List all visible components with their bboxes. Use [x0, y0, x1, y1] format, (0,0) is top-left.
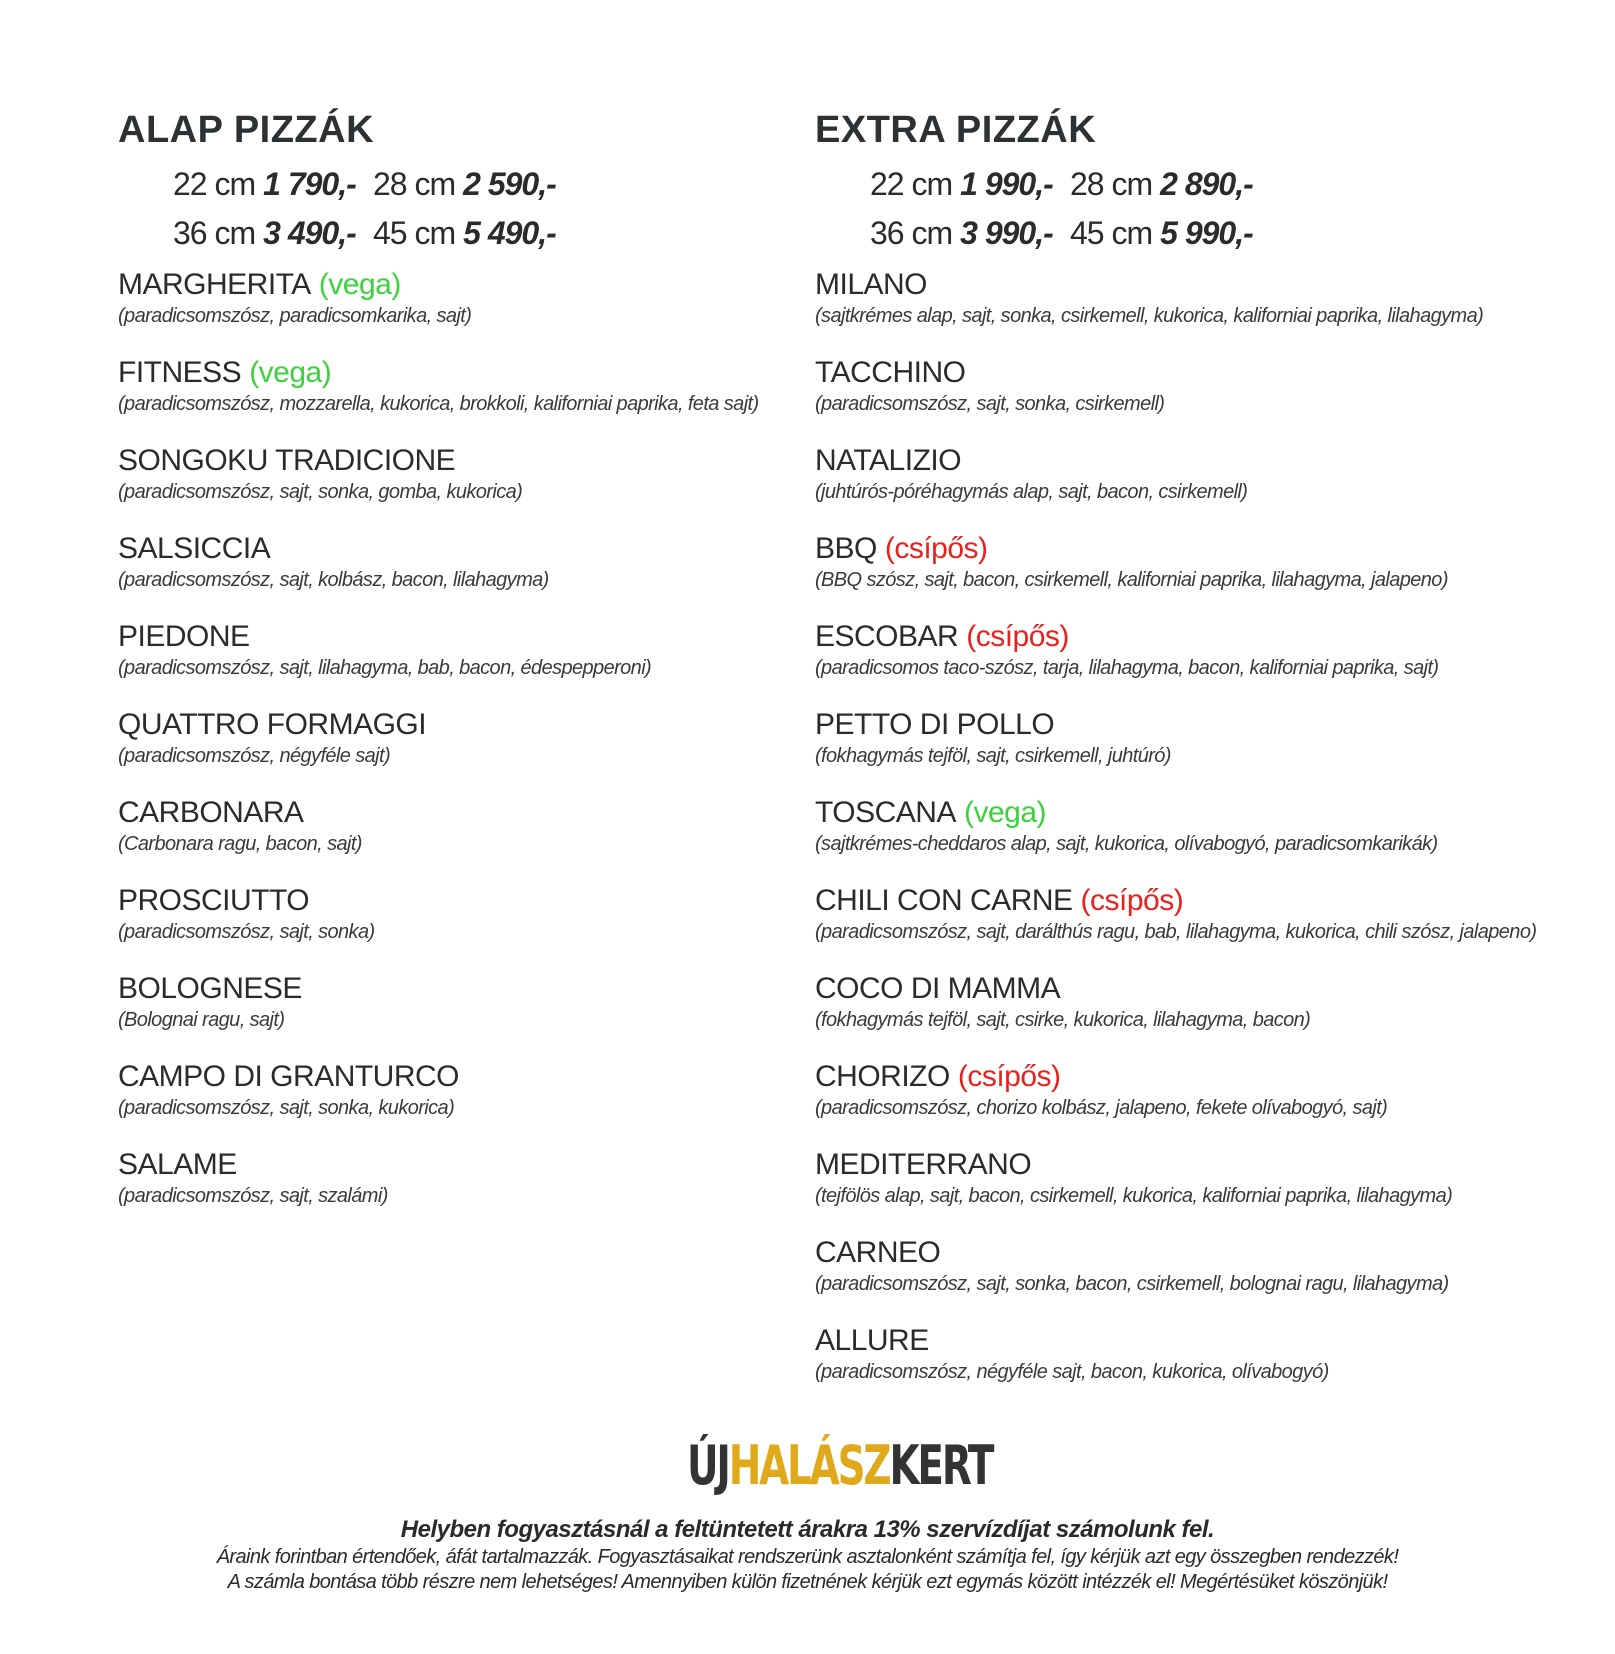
pizza-ingredients: (paradicsomszósz, sajt, sonka, csirkemell): [815, 393, 1165, 415]
pizza-ingredients: (fokhagymás tejföl, sajt, csirke, kukorica, lilahagyma, bacon): [815, 1009, 1311, 1031]
pizza-price: 1 790,-: [263, 166, 356, 202]
pizza-name-line: [815, 355, 1515, 391]
pizza-name-line: [815, 1323, 1515, 1359]
pizza-name-line: [118, 1147, 758, 1183]
menu-item: [118, 619, 758, 707]
price-row: [173, 209, 758, 258]
pizza-ingredients: (paradicsomszósz, sajt, sonka, gomba, kukorica): [118, 481, 523, 503]
pizza-name: ESCOBAR: [815, 620, 959, 653]
pizza-price: 2 590,-: [463, 166, 556, 202]
menu-item: [815, 267, 1515, 355]
price-entry: [1070, 166, 1253, 203]
pizza-ingredients: (BBQ szósz, sajt, bacon, csirkemell, kaliforniai paprika, lilahagyma, jalapeno): [815, 569, 1448, 591]
pizza-name: SONGOKU TRADICIONE: [118, 444, 456, 477]
pizza-name: BOLOGNESE: [118, 972, 302, 1005]
pizza-name-line: [815, 1147, 1515, 1183]
menu-item: [815, 707, 1515, 795]
pizza-name: CHORIZO: [815, 1060, 950, 1093]
price-entry: [373, 215, 556, 252]
pizza-name: PROSCIUTTO: [118, 884, 310, 917]
pizza-ingredients: (paradicsomszósz, sajt, kolbász, bacon, lilahagyma): [118, 569, 549, 591]
logo-part-kert: KERT: [889, 1434, 993, 1497]
extra-pizzak-column: [815, 106, 1537, 1411]
pizza-name-line: [118, 1059, 758, 1095]
pizza-name: CARBONARA: [118, 796, 304, 829]
pizza-ingredients: (paradicsomszósz, sajt, sonka, kukorica): [118, 1097, 455, 1119]
pizza-name: ALLURE: [815, 1324, 929, 1357]
menu-list-alap: [118, 267, 758, 1235]
pizza-name-line: [815, 795, 1515, 831]
pizza-name: CAMPO DI GRANTURCO: [118, 1060, 460, 1093]
menu-list-extra: [815, 267, 1537, 1411]
menu-item: [118, 531, 758, 619]
pizza-name-line: [118, 795, 758, 831]
pizza-name-line: [815, 531, 1515, 567]
pizza-ingredients: (paradicsomszósz, négyféle sajt): [118, 745, 391, 767]
pizza-name: NATALIZIO: [815, 444, 962, 477]
pizza-name: FITNESS: [118, 356, 242, 389]
pizza-size: 45 cm: [1070, 215, 1153, 251]
price-row: [870, 160, 1515, 209]
menu-item: [815, 883, 1537, 971]
pizza-name: SALSICCIA: [118, 532, 271, 565]
pizza-name: CARNEO: [815, 1236, 941, 1269]
pizza-price: 5 990,-: [1160, 215, 1253, 251]
pizza-name-line: [118, 267, 758, 303]
pizza-price: 3 490,-: [263, 215, 356, 251]
menu-item: [815, 443, 1515, 531]
pizza-name: SALAME: [118, 1148, 237, 1181]
pizza-price: 3 990,-: [960, 215, 1053, 251]
pizza-size: 22 cm: [173, 166, 256, 202]
pizza-ingredients: (tejfölös alap, sajt, bacon, csirkemell, kukorica, kaliforniai paprika, lilahagyma): [815, 1185, 1453, 1207]
pizza-name: PETTO DI POLLO: [815, 708, 1055, 741]
price-entry: [870, 166, 1070, 203]
price-entry: [173, 166, 373, 203]
pizza-name: MARGHERITA: [118, 268, 311, 301]
pizza-size: 28 cm: [373, 166, 456, 202]
pizza-ingredients: (juhtúrós-póréhagymás alap, sajt, bacon, csirkemell): [815, 481, 1248, 503]
price-row: [173, 160, 758, 209]
spicy-tag: (csípős): [884, 532, 988, 565]
pizza-size: 28 cm: [1070, 166, 1153, 202]
pizza-ingredients: (paradicsomszósz, paradicsomkarika, sajt): [118, 305, 472, 327]
price-entry: [870, 215, 1070, 252]
pizza-name-line: [815, 1235, 1515, 1271]
pizza-name: BBQ: [815, 532, 877, 565]
payment-notice-line-2: A számla bontása több részre nem lehetséges! Amennyiben külön fizetnének kérjük ezt egymás között intézzék el! Megértésüket köszönjük!: [227, 1571, 1388, 1593]
pizza-name-line: [815, 267, 1515, 303]
menu-item: [815, 1059, 1515, 1147]
spicy-tag: (csípős): [957, 1060, 1061, 1093]
pizza-name-line: [118, 707, 758, 743]
pizza-name-line: [118, 443, 758, 479]
section-title-extra: EXTRA PIZZÁK: [815, 109, 1097, 151]
pizza-price: 5 490,-: [463, 215, 556, 251]
pizza-name-line: [815, 1059, 1515, 1095]
pizza-name: PIEDONE: [118, 620, 250, 653]
pizza-name: MILANO: [815, 268, 928, 301]
pizza-name: TOSCANA: [815, 796, 956, 829]
pizza-ingredients: (paradicsomszósz, chorizo kolbász, jalapeno, fekete olívabogyó, sajt): [815, 1097, 1388, 1119]
logo-part-halasz: HALÁSZ: [728, 1434, 890, 1497]
pizza-ingredients: (Bolognai ragu, sajt): [118, 1009, 285, 1031]
pizza-ingredients: (paradicsomszósz, sajt, lilahagyma, bab, bacon, édespepperoni): [118, 657, 652, 679]
menu-item: [815, 619, 1515, 707]
menu-item: [118, 443, 758, 531]
pizza-price: 1 990,-: [960, 166, 1053, 202]
price-entry: [373, 166, 556, 203]
menu-item: [118, 707, 758, 795]
footer-notice: [0, 1515, 1615, 1595]
pizza-name: COCO DI MAMMA: [815, 972, 1061, 1005]
pizza-ingredients: (fokhagymás tejföl, sajt, csirkemell, juhtúró): [815, 745, 1171, 767]
menu-item: [815, 795, 1515, 883]
pizza-name-line: [118, 883, 758, 919]
price-entry: [173, 215, 373, 252]
pizza-ingredients: (paradicsomszósz, sajt, sonka): [118, 921, 375, 943]
pizza-ingredients: (paradicsomszósz, sajt, sonka, bacon, csirkemell, bolognai ragu, lilahagyma): [815, 1273, 1449, 1295]
menu-item: [118, 883, 758, 971]
ujhalaszkert-logo: [687, 1436, 992, 1496]
pizza-name-line: [118, 971, 758, 1007]
service-charge-notice: Helyben fogyasztásnál a feltüntetett árakra 13% szervízdíjat számolunk fel.: [400, 1516, 1215, 1543]
menu-item: [815, 1323, 1515, 1411]
menu-item: [118, 267, 758, 355]
price-entry: [1070, 215, 1253, 252]
pizza-name-line: [815, 971, 1515, 1007]
pizza-ingredients: (sajtkrémes-cheddaros alap, sajt, kukorica, olívabogyó, paradicsomkarikák): [815, 833, 1438, 855]
menu-item: [815, 531, 1515, 619]
pizza-size: 36 cm: [173, 215, 256, 251]
pizza-ingredients: (paradicsomos taco-szósz, tarja, lilahagyma, bacon, kaliforniai paprika, sajt): [815, 657, 1439, 679]
pizza-name: TACCHINO: [815, 356, 966, 389]
spicy-tag: (csípős): [1080, 884, 1184, 917]
spicy-tag: (csípős): [966, 620, 1069, 653]
pizza-ingredients: (paradicsomszósz, mozzarella, kukorica, brokkoli, kaliforniai paprika, feta sajt): [118, 393, 759, 415]
menu-item: [118, 795, 758, 883]
menu-item: [815, 971, 1515, 1059]
pizza-name-line: [815, 883, 1515, 919]
menu-item: [118, 971, 758, 1059]
pizza-name: CHILI CON CARNE: [815, 884, 1073, 917]
pizza-price: 2 890,-: [1160, 166, 1253, 202]
vega-tag: (vega): [318, 268, 401, 301]
pizza-name: MEDITERRANO: [815, 1148, 1032, 1181]
menu-item: [118, 355, 758, 443]
alap-pizzak-column: [118, 106, 758, 1235]
pizza-name-line: [118, 619, 758, 655]
pizza-size: 22 cm: [870, 166, 953, 202]
pizza-name-line: [118, 355, 758, 391]
pizza-size: 45 cm: [373, 215, 456, 251]
pizza-name-line: [815, 707, 1515, 743]
pizza-ingredients: (Carbonara ragu, bacon, sajt): [118, 833, 362, 855]
pizza-size: 36 cm: [870, 215, 953, 251]
price-table-alap: [173, 160, 758, 258]
price-row: [870, 209, 1515, 258]
section-title-alap: ALAP PIZZÁK: [118, 109, 375, 151]
vega-tag: (vega): [963, 796, 1047, 829]
pizza-name-line: [815, 443, 1515, 479]
payment-notice-line-1: Áraink forintban értendőek, áfát tartalmazzák. Fogyasztásaikat rendszerünk asztalonként számítja fel, így kérjük azt egy összegben rendezzék!: [216, 1546, 1399, 1568]
menu-item: [815, 1235, 1515, 1323]
vega-tag: (vega): [249, 356, 332, 389]
pizza-name-line: [118, 531, 758, 567]
pizza-ingredients: (paradicsomszósz, négyféle sajt, bacon, kukorica, olívabogyó): [815, 1361, 1329, 1383]
menu-item: [118, 1147, 758, 1235]
menu-item: [815, 1147, 1515, 1235]
logo-part-uj: ÚJ: [687, 1434, 729, 1497]
pizza-ingredients: (paradicsomszósz, sajt, darálthús ragu, bab, lilahagyma, kukorica, chili szósz, jalapeno): [815, 921, 1537, 943]
price-table-extra: [870, 160, 1515, 258]
pizza-name-line: [815, 619, 1515, 655]
menu-item: [118, 1059, 758, 1147]
pizza-name: QUATTRO FORMAGGI: [118, 708, 427, 741]
pizza-ingredients: (paradicsomszósz, sajt, szalámi): [118, 1185, 388, 1207]
pizza-ingredients: (sajtkrémes alap, sajt, sonka, csirkemell, kukorica, kaliforniai paprika, lilahagyma): [815, 305, 1484, 327]
menu-item: [815, 355, 1515, 443]
